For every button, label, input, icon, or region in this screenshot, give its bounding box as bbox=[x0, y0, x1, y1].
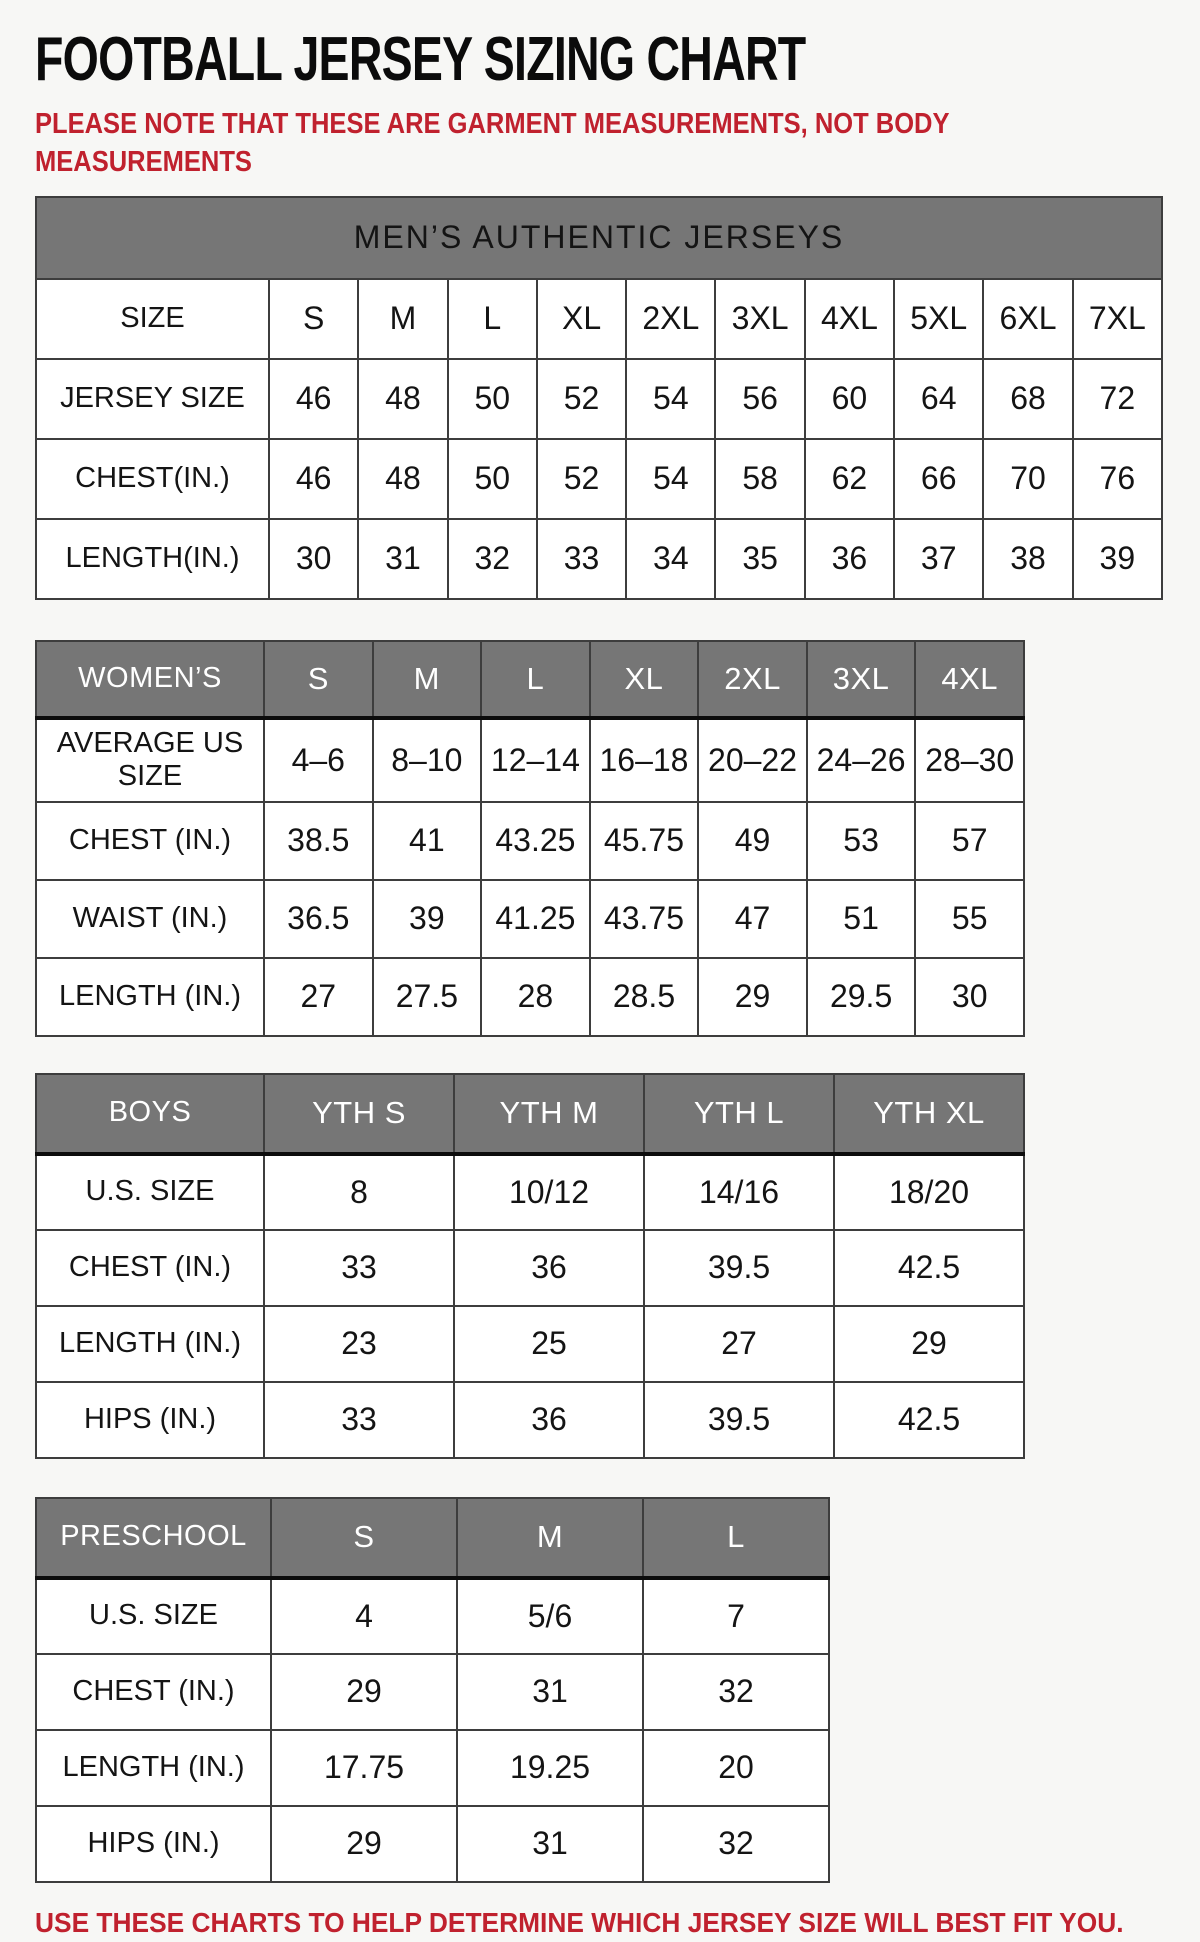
table-cell: 8 bbox=[264, 1154, 454, 1230]
table-cell: 31 bbox=[457, 1654, 643, 1730]
mens-jersey-size-row bbox=[36, 359, 1162, 439]
table-cell: 48 bbox=[358, 439, 447, 519]
table-cell: 51 bbox=[807, 880, 916, 958]
table-cell: 39 bbox=[373, 880, 482, 958]
table-cell: 66 bbox=[894, 439, 983, 519]
boys-chest-row bbox=[36, 1230, 1024, 1306]
page-title: FOOTBALL JERSEY SIZING CHART bbox=[35, 25, 806, 94]
table-cell: 42.5 bbox=[834, 1382, 1024, 1458]
row-label: WOMEN’S bbox=[36, 641, 264, 718]
header-cell: L bbox=[481, 641, 590, 718]
table-cell: 19.25 bbox=[457, 1730, 643, 1806]
table-cell: M bbox=[358, 279, 447, 359]
table-cell: 33 bbox=[264, 1230, 454, 1306]
footer-text: USE THESE CHARTS TO HELP DETERMINE WHICH JERSEY SIZE WILL BEST FIT YOU. bbox=[35, 1906, 1124, 1938]
table-cell: 46 bbox=[269, 439, 358, 519]
table-cell: 39.5 bbox=[644, 1230, 834, 1306]
table-cell: 29 bbox=[834, 1306, 1024, 1382]
table-cell: 14/16 bbox=[644, 1154, 834, 1230]
mens-chest-row bbox=[36, 439, 1162, 519]
preschool-table bbox=[35, 1497, 830, 1883]
boys-table bbox=[35, 1073, 1025, 1459]
table-cell: 7 bbox=[643, 1578, 829, 1654]
row-label: LENGTH (IN.) bbox=[36, 958, 264, 1036]
table-cell: 54 bbox=[626, 359, 715, 439]
table-cell: 32 bbox=[643, 1654, 829, 1730]
table-cell: 31 bbox=[457, 1806, 643, 1882]
table-cell: 58 bbox=[715, 439, 804, 519]
table-cell: 36 bbox=[454, 1230, 644, 1306]
table-cell: 72 bbox=[1073, 359, 1162, 439]
row-label: CHEST (IN.) bbox=[36, 802, 264, 880]
table-cell: 29 bbox=[271, 1654, 457, 1730]
table-cell: 60 bbox=[805, 359, 894, 439]
row-label: JERSEY SIZE bbox=[36, 359, 269, 439]
table-cell: 8–10 bbox=[373, 718, 482, 802]
garment-measurements-note bbox=[35, 105, 1029, 182]
table-cell: 28.5 bbox=[590, 958, 699, 1036]
row-label: HIPS (IN.) bbox=[36, 1806, 271, 1882]
row-label: U.S. SIZE bbox=[36, 1578, 271, 1654]
table-cell: 50 bbox=[448, 359, 537, 439]
table-cell: 37 bbox=[894, 519, 983, 599]
row-label: CHEST(IN.) bbox=[36, 439, 269, 519]
table-cell: 76 bbox=[1073, 439, 1162, 519]
table-cell: 7XL bbox=[1073, 279, 1162, 359]
table-cell: 52 bbox=[537, 439, 626, 519]
table-cell: 20–22 bbox=[698, 718, 807, 802]
table-cell: 4 bbox=[271, 1578, 457, 1654]
header-cell: XL bbox=[590, 641, 699, 718]
table-cell: 50 bbox=[448, 439, 537, 519]
womens-table bbox=[35, 640, 1025, 1037]
table-cell: 32 bbox=[448, 519, 537, 599]
womens-chest-row bbox=[36, 802, 1024, 880]
table-cell: 27 bbox=[644, 1306, 834, 1382]
row-label: WAIST (IN.) bbox=[36, 880, 264, 958]
preschool-chest-row bbox=[36, 1654, 829, 1730]
table-cell: 30 bbox=[915, 958, 1024, 1036]
table-cell: 28 bbox=[481, 958, 590, 1036]
mens-size-header-row bbox=[36, 279, 1162, 359]
preschool-header-row bbox=[36, 1498, 829, 1578]
table-cell: 49 bbox=[698, 802, 807, 880]
header-cell: YTH XL bbox=[834, 1074, 1024, 1154]
header-cell: 4XL bbox=[915, 641, 1024, 718]
table-cell: 42.5 bbox=[834, 1230, 1024, 1306]
table-cell: 57 bbox=[915, 802, 1024, 880]
row-label: PRESCHOOL bbox=[36, 1498, 271, 1578]
row-label: SIZE bbox=[36, 279, 269, 359]
header-cell: S bbox=[271, 1498, 457, 1578]
preschool-us-size-row bbox=[36, 1578, 829, 1654]
table-cell: 48 bbox=[358, 359, 447, 439]
preschool-length-row bbox=[36, 1730, 829, 1806]
note-line-2: MEASUREMENTS bbox=[35, 146, 252, 179]
table-cell: 36 bbox=[805, 519, 894, 599]
table-cell: 33 bbox=[264, 1382, 454, 1458]
table-cell: 52 bbox=[537, 359, 626, 439]
table-cell: 30 bbox=[269, 519, 358, 599]
table-cell: 43.75 bbox=[590, 880, 699, 958]
table-cell: 6XL bbox=[983, 279, 1072, 359]
table-cell: 35 bbox=[715, 519, 804, 599]
table-cell: 38.5 bbox=[264, 802, 373, 880]
table-cell: XL bbox=[537, 279, 626, 359]
table-cell: 46 bbox=[269, 359, 358, 439]
row-label: LENGTH (IN.) bbox=[36, 1306, 264, 1382]
womens-length-row bbox=[36, 958, 1024, 1036]
table-cell: 64 bbox=[894, 359, 983, 439]
mens-table-banner: MEN’S AUTHENTIC JERSEYS bbox=[36, 197, 1162, 279]
table-cell: 31 bbox=[358, 519, 447, 599]
mens-length-row bbox=[36, 519, 1162, 599]
boys-hips-row bbox=[36, 1382, 1024, 1458]
header-cell: 2XL bbox=[698, 641, 807, 718]
table-cell: 2XL bbox=[626, 279, 715, 359]
table-cell: 39.5 bbox=[644, 1382, 834, 1458]
table-cell: 16–18 bbox=[590, 718, 699, 802]
table-cell: 23 bbox=[264, 1306, 454, 1382]
table-cell: 28–30 bbox=[915, 718, 1024, 802]
table-cell: 20 bbox=[643, 1730, 829, 1806]
header-cell: L bbox=[643, 1498, 829, 1578]
table-cell: 36 bbox=[454, 1382, 644, 1458]
row-label: LENGTH(IN.) bbox=[36, 519, 269, 599]
table-cell: 29 bbox=[698, 958, 807, 1036]
header-cell: 3XL bbox=[807, 641, 916, 718]
mens-authentic-jerseys-table bbox=[35, 196, 1163, 600]
table-cell: 4–6 bbox=[264, 718, 373, 802]
table-cell: 5/6 bbox=[457, 1578, 643, 1654]
table-cell: 18/20 bbox=[834, 1154, 1024, 1230]
table-cell: 27 bbox=[264, 958, 373, 1036]
boys-length-row bbox=[36, 1306, 1024, 1382]
table-cell: 41 bbox=[373, 802, 482, 880]
row-label: CHEST (IN.) bbox=[36, 1230, 264, 1306]
header-cell: M bbox=[373, 641, 482, 718]
table-cell: L bbox=[448, 279, 537, 359]
row-label: AVERAGE US SIZE bbox=[36, 718, 264, 802]
row-label: CHEST (IN.) bbox=[36, 1654, 271, 1730]
row-label: U.S. SIZE bbox=[36, 1154, 264, 1230]
table-cell: 17.75 bbox=[271, 1730, 457, 1806]
table-cell: 27.5 bbox=[373, 958, 482, 1036]
table-cell: 29.5 bbox=[807, 958, 916, 1036]
table-cell: S bbox=[269, 279, 358, 359]
table-cell: 41.25 bbox=[481, 880, 590, 958]
table-cell: 39 bbox=[1073, 519, 1162, 599]
womens-us-size-row bbox=[36, 718, 1024, 802]
boys-header-row bbox=[36, 1074, 1024, 1154]
table-cell: 12–14 bbox=[481, 718, 590, 802]
header-cell: YTH S bbox=[264, 1074, 454, 1154]
table-cell: 54 bbox=[626, 439, 715, 519]
table-cell: 29 bbox=[271, 1806, 457, 1882]
note-line-1: PLEASE NOTE THAT THESE ARE GARMENT MEASUREMENTS, NOT BODY bbox=[35, 108, 950, 140]
table-cell: 3XL bbox=[715, 279, 804, 359]
header-cell: M bbox=[457, 1498, 643, 1578]
row-label: HIPS (IN.) bbox=[36, 1382, 264, 1458]
table-cell: 4XL bbox=[805, 279, 894, 359]
table-cell: 45.75 bbox=[590, 802, 699, 880]
table-cell: 68 bbox=[983, 359, 1072, 439]
table-cell: 32 bbox=[643, 1806, 829, 1882]
womens-header-row bbox=[36, 641, 1024, 718]
header-cell: S bbox=[264, 641, 373, 718]
table-cell: 33 bbox=[537, 519, 626, 599]
table-cell: 38 bbox=[983, 519, 1072, 599]
row-label: BOYS bbox=[36, 1074, 264, 1154]
table-cell: 10/12 bbox=[454, 1154, 644, 1230]
table-cell: 56 bbox=[715, 359, 804, 439]
preschool-hips-row bbox=[36, 1806, 829, 1882]
table-cell: 62 bbox=[805, 439, 894, 519]
row-label: LENGTH (IN.) bbox=[36, 1730, 271, 1806]
mens-table-banner-row bbox=[36, 197, 1162, 279]
header-cell: YTH M bbox=[454, 1074, 644, 1154]
table-cell: 5XL bbox=[894, 279, 983, 359]
header-cell: YTH L bbox=[644, 1074, 834, 1154]
table-cell: 70 bbox=[983, 439, 1072, 519]
table-cell: 55 bbox=[915, 880, 1024, 958]
table-cell: 36.5 bbox=[264, 880, 373, 958]
womens-waist-row bbox=[36, 880, 1024, 958]
table-cell: 24–26 bbox=[807, 718, 916, 802]
table-cell: 34 bbox=[626, 519, 715, 599]
table-cell: 47 bbox=[698, 880, 807, 958]
boys-us-size-row bbox=[36, 1154, 1024, 1230]
table-cell: 43.25 bbox=[481, 802, 590, 880]
table-cell: 25 bbox=[454, 1306, 644, 1382]
table-cell: 53 bbox=[807, 802, 916, 880]
